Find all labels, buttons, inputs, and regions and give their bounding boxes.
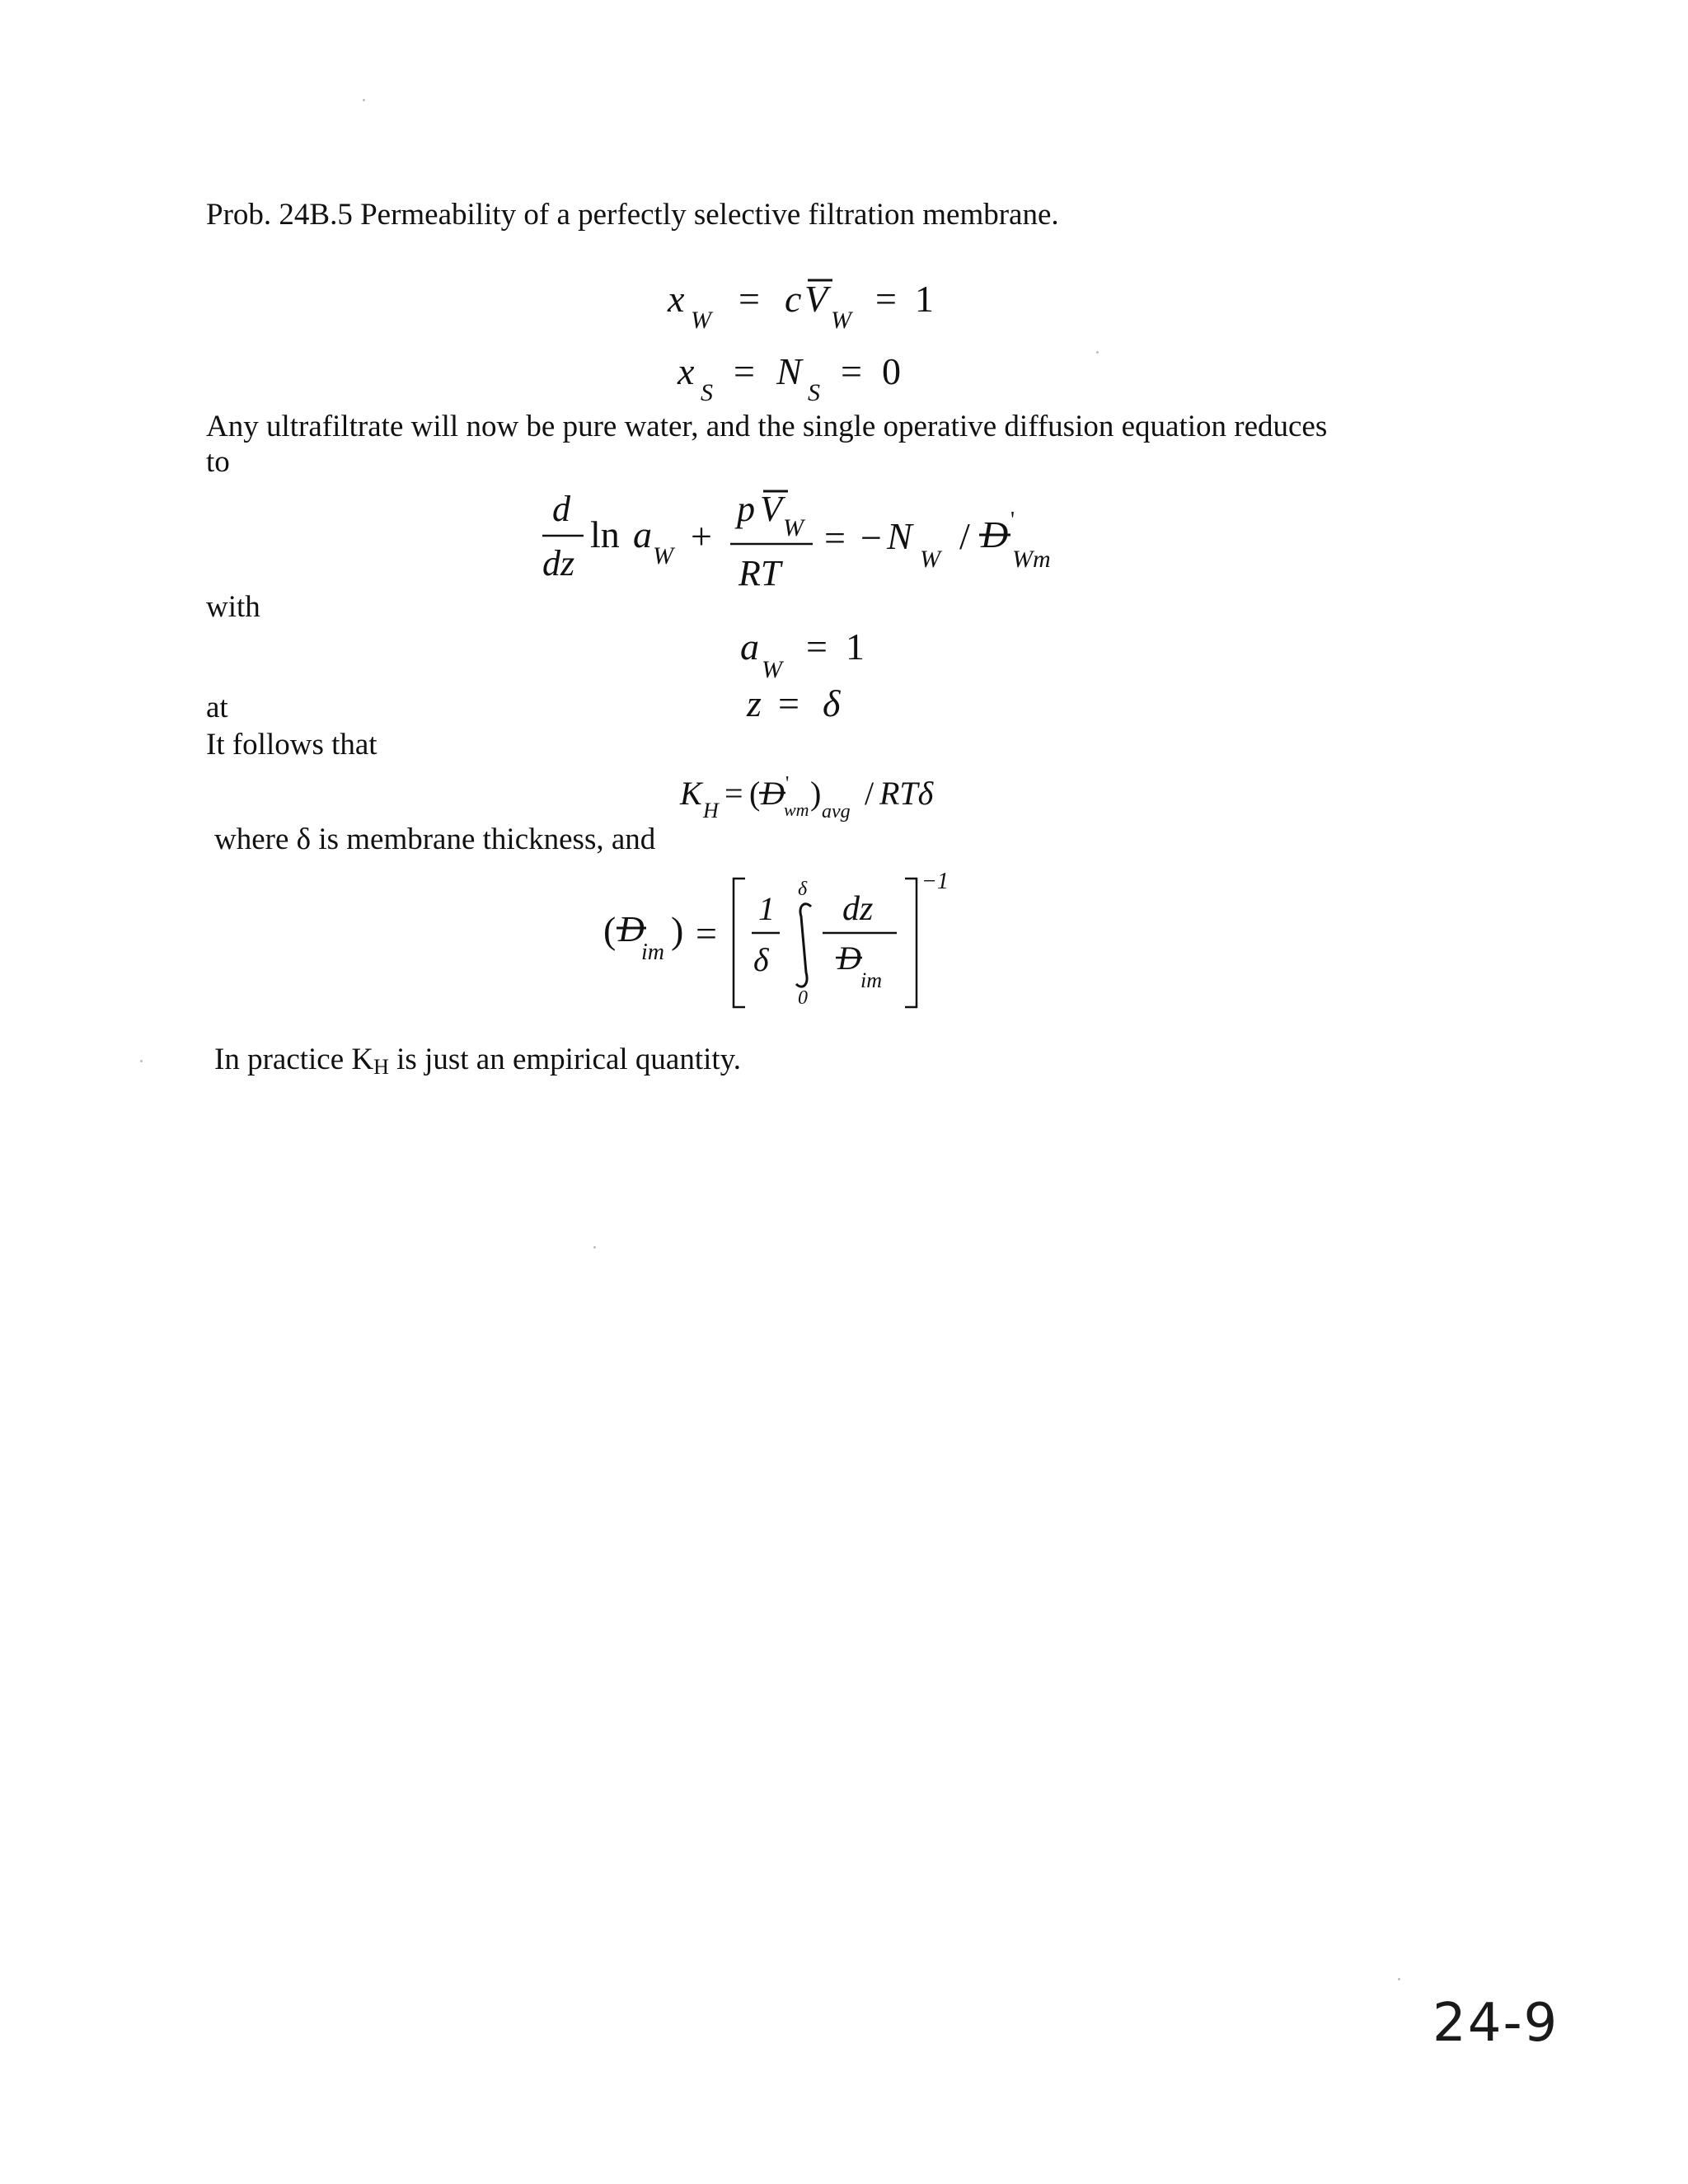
svg-text:D: D [837,940,861,977]
svg-text:a: a [633,513,652,555]
equation-diffusion [536,485,1096,600]
svg-text:/: / [959,515,970,557]
scan-speck [140,1060,143,1062]
svg-text:W: W [691,307,711,334]
svg-text:dz: dz [842,890,874,928]
svg-text:=: = [696,912,717,954]
svg-text:avg: avg [822,801,851,823]
svg-text:im: im [641,940,664,965]
svg-text:S: S [808,379,820,406]
svg-text:V: V [760,489,782,529]
svg-text:W: W [653,542,673,569]
svg-text:W: W [783,514,804,541]
svg-text:z: z [747,682,762,724]
svg-text:1: 1 [915,278,934,320]
svg-text:ln: ln [590,513,620,555]
svg-text:=: = [841,350,862,392]
scan-speck [363,99,365,101]
svg-text:Wm: Wm [1012,546,1051,573]
equation-permeability [680,766,977,832]
svg-text:δ: δ [753,941,769,978]
svg-text:1: 1 [846,626,865,668]
svg-text:a: a [740,626,759,668]
svg-text:d: d [552,489,570,529]
svg-text:δ: δ [798,879,808,900]
equation-average-diffusivity [603,867,1032,1015]
svg-text:−: − [860,517,882,559]
svg-text:x: x [668,278,685,320]
svg-text:RT: RT [738,553,781,593]
svg-text:(: ( [749,775,761,812]
equation-solute-fraction [678,344,925,410]
svg-text:D: D [618,909,645,949]
scan-speck [1398,1978,1400,1980]
svg-text:=: = [806,626,828,668]
svg-text:−1: −1 [921,869,949,894]
svg-text:dz: dz [542,543,575,583]
svg-text:H: H [703,799,719,823]
svg-text:': ' [785,773,790,794]
svg-text:=: = [875,278,897,320]
svg-text:δ: δ [823,682,841,724]
svg-text:(: ( [603,909,617,951]
paragraph-ultrafiltrate: Any ultrafiltrate will now be pure water, and the single operative diffusion equation reduces to [206,410,1328,479]
svg-text:x: x [678,350,695,392]
equation-water-fraction [668,272,948,338]
svg-text:1: 1 [758,890,775,927]
svg-text:N: N [776,350,802,392]
svg-text:V: V [804,278,828,320]
svg-text:RTδ: RTδ [879,775,934,812]
equation-boundary-position [747,678,879,736]
paragraph-in-practice [214,1043,741,1080]
svg-text:): ) [671,909,684,951]
svg-text:0: 0 [882,350,901,392]
svg-text:W: W [831,307,851,334]
svg-text:0: 0 [798,987,808,1009]
svg-text:W: W [920,546,940,573]
svg-text:im: im [860,968,882,992]
svg-text:wm: wm [784,799,809,820]
svg-text:/: / [865,775,874,812]
svg-text:=: = [778,682,799,724]
svg-text:p: p [737,489,755,529]
label-at: at [206,691,228,724]
svg-text:+: + [691,515,712,557]
svg-text:S: S [701,379,713,406]
svg-text:D: D [981,513,1009,555]
label-it-follows: It follows that [206,728,377,762]
equation-activity-condition [740,620,889,686]
scan-speck [593,1246,596,1249]
scan-speck [1096,351,1099,354]
problem-title: Prob. 24B.5 Permeability of a perfectly selective filtration membrane. [206,198,1059,232]
svg-text:): ) [810,775,822,812]
svg-text:W: W [762,656,782,683]
label-with: with [206,590,260,624]
svg-text:=: = [734,350,755,392]
svg-text:=: = [738,278,760,320]
svg-text:=: = [724,775,743,812]
practice-prefix: In practice K [214,1043,374,1076]
svg-text:c: c [785,278,802,320]
svg-text:': ' [1010,508,1015,533]
svg-text:=: = [824,517,846,559]
svg-text:N: N [887,515,912,557]
practice-suffix: is just an empirical quantity. [388,1043,742,1076]
practice-subscript: H [373,1055,389,1079]
svg-text:K: K [680,775,702,812]
paragraph-where: where δ is membrane thickness, and [214,823,656,856]
page-number: 24-9 [1432,1993,1559,2054]
svg-text:D: D [761,775,785,812]
